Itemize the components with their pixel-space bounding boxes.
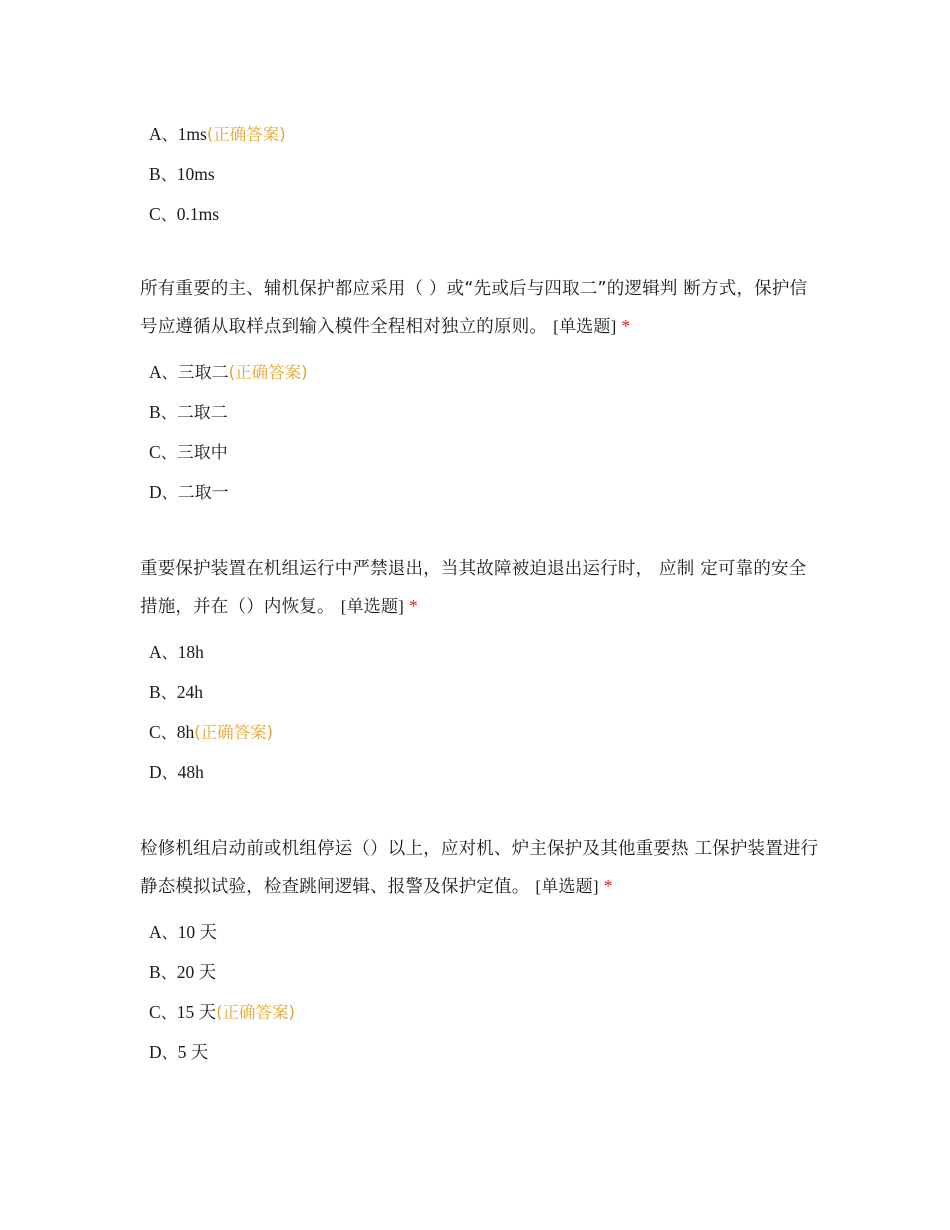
option-letter: A: [149, 124, 162, 144]
correct-answer-label: (正确答案): [228, 363, 308, 382]
option-c[interactable]: [140, 194, 820, 234]
option-separator: 、: [160, 205, 177, 224]
question-type-label: [单选题]: [340, 597, 405, 616]
option-text: 10 天: [177, 922, 218, 942]
option-separator: 、: [160, 683, 177, 702]
option-letter: A: [149, 642, 162, 662]
option-text: 8h: [176, 722, 195, 742]
question-1: [140, 114, 820, 234]
option-a[interactable]: [140, 352, 820, 392]
question-stem: 重要保护装置在机组运行中严禁退出，当其故障被迫退出运行时， 应制 定可靠的安全措施，并在（）内恢复。: [140, 559, 807, 617]
option-separator: 、: [160, 443, 177, 462]
option-separator: 、: [161, 1043, 178, 1062]
option-letter: C: [149, 204, 161, 224]
option-letter: A: [149, 922, 162, 942]
option-a[interactable]: [140, 632, 820, 672]
question-3: [140, 551, 820, 792]
option-text: 15 天: [176, 1002, 217, 1022]
question-2: [140, 271, 820, 512]
option-a[interactable]: [140, 912, 820, 952]
option-b[interactable]: [140, 672, 820, 712]
option-d[interactable]: [140, 1032, 820, 1072]
option-b[interactable]: [140, 392, 820, 432]
option-letter: C: [149, 442, 161, 462]
option-text: 18h: [177, 642, 204, 662]
option-letter: D: [149, 1042, 162, 1062]
option-letter: B: [149, 682, 161, 702]
question-type-label: [单选题]: [553, 317, 617, 336]
question-4: [140, 831, 820, 1072]
option-text: 20 天: [176, 962, 217, 982]
question-text: [140, 271, 820, 346]
option-letter: C: [149, 1002, 161, 1022]
correct-answer-label: (正确答案): [194, 723, 274, 742]
option-d[interactable]: [140, 472, 820, 512]
option-separator: 、: [160, 723, 177, 742]
option-c[interactable]: [140, 992, 820, 1032]
option-letter: D: [149, 762, 162, 782]
question-text: [140, 551, 820, 626]
option-text: 24h: [176, 682, 203, 702]
option-separator: 、: [161, 363, 178, 382]
option-text: 0.1ms: [176, 204, 220, 224]
question-stem: 检修机组启动前或机组停运（）以上，应对机、炉主保护及其他重要热 工保护装置进行静态模拟试验，检查跳闸逻辑、报警及保护定值。: [140, 839, 819, 897]
option-b[interactable]: [140, 154, 820, 194]
correct-answer-label: (正确答案): [206, 125, 286, 144]
question-stem: 所有重要的主、辅机保护都应采用（ ）或“先或后与四取二”的逻辑判 断方式，保护信号应遵循从取样点到输入模件全程相对独立的原则。: [140, 279, 808, 337]
option-d[interactable]: [140, 752, 820, 792]
question-text: [140, 831, 820, 906]
option-c[interactable]: [140, 432, 820, 472]
option-letter: A: [149, 362, 162, 382]
option-text: 48h: [177, 762, 204, 782]
option-letter: D: [149, 482, 162, 502]
option-letter: C: [149, 722, 161, 742]
option-separator: 、: [161, 643, 178, 662]
option-a[interactable]: [140, 114, 820, 154]
option-text: 三取中: [176, 443, 228, 463]
required-mark: *: [409, 596, 418, 616]
option-separator: 、: [161, 483, 178, 502]
option-text: 10ms: [176, 164, 215, 184]
option-separator: 、: [160, 165, 177, 184]
option-separator: 、: [161, 923, 178, 942]
option-separator: 、: [160, 1003, 177, 1022]
option-separator: 、: [160, 963, 177, 982]
option-letter: B: [149, 164, 161, 184]
option-text: 二取一: [177, 483, 229, 503]
option-letter: B: [149, 962, 161, 982]
required-mark: *: [603, 876, 613, 896]
option-separator: 、: [161, 763, 178, 782]
option-text: 1ms: [177, 124, 207, 144]
option-letter: B: [149, 402, 161, 422]
option-text: 二取二: [176, 403, 228, 423]
option-separator: 、: [160, 403, 177, 422]
option-text: 5 天: [177, 1042, 209, 1062]
option-separator: 、: [161, 125, 178, 144]
option-b[interactable]: [140, 952, 820, 992]
correct-answer-label: (正确答案): [216, 1003, 295, 1022]
required-mark: *: [621, 316, 631, 336]
option-c[interactable]: [140, 712, 820, 752]
option-text: 三取二: [177, 363, 229, 383]
question-type-label: [单选题]: [535, 877, 599, 896]
